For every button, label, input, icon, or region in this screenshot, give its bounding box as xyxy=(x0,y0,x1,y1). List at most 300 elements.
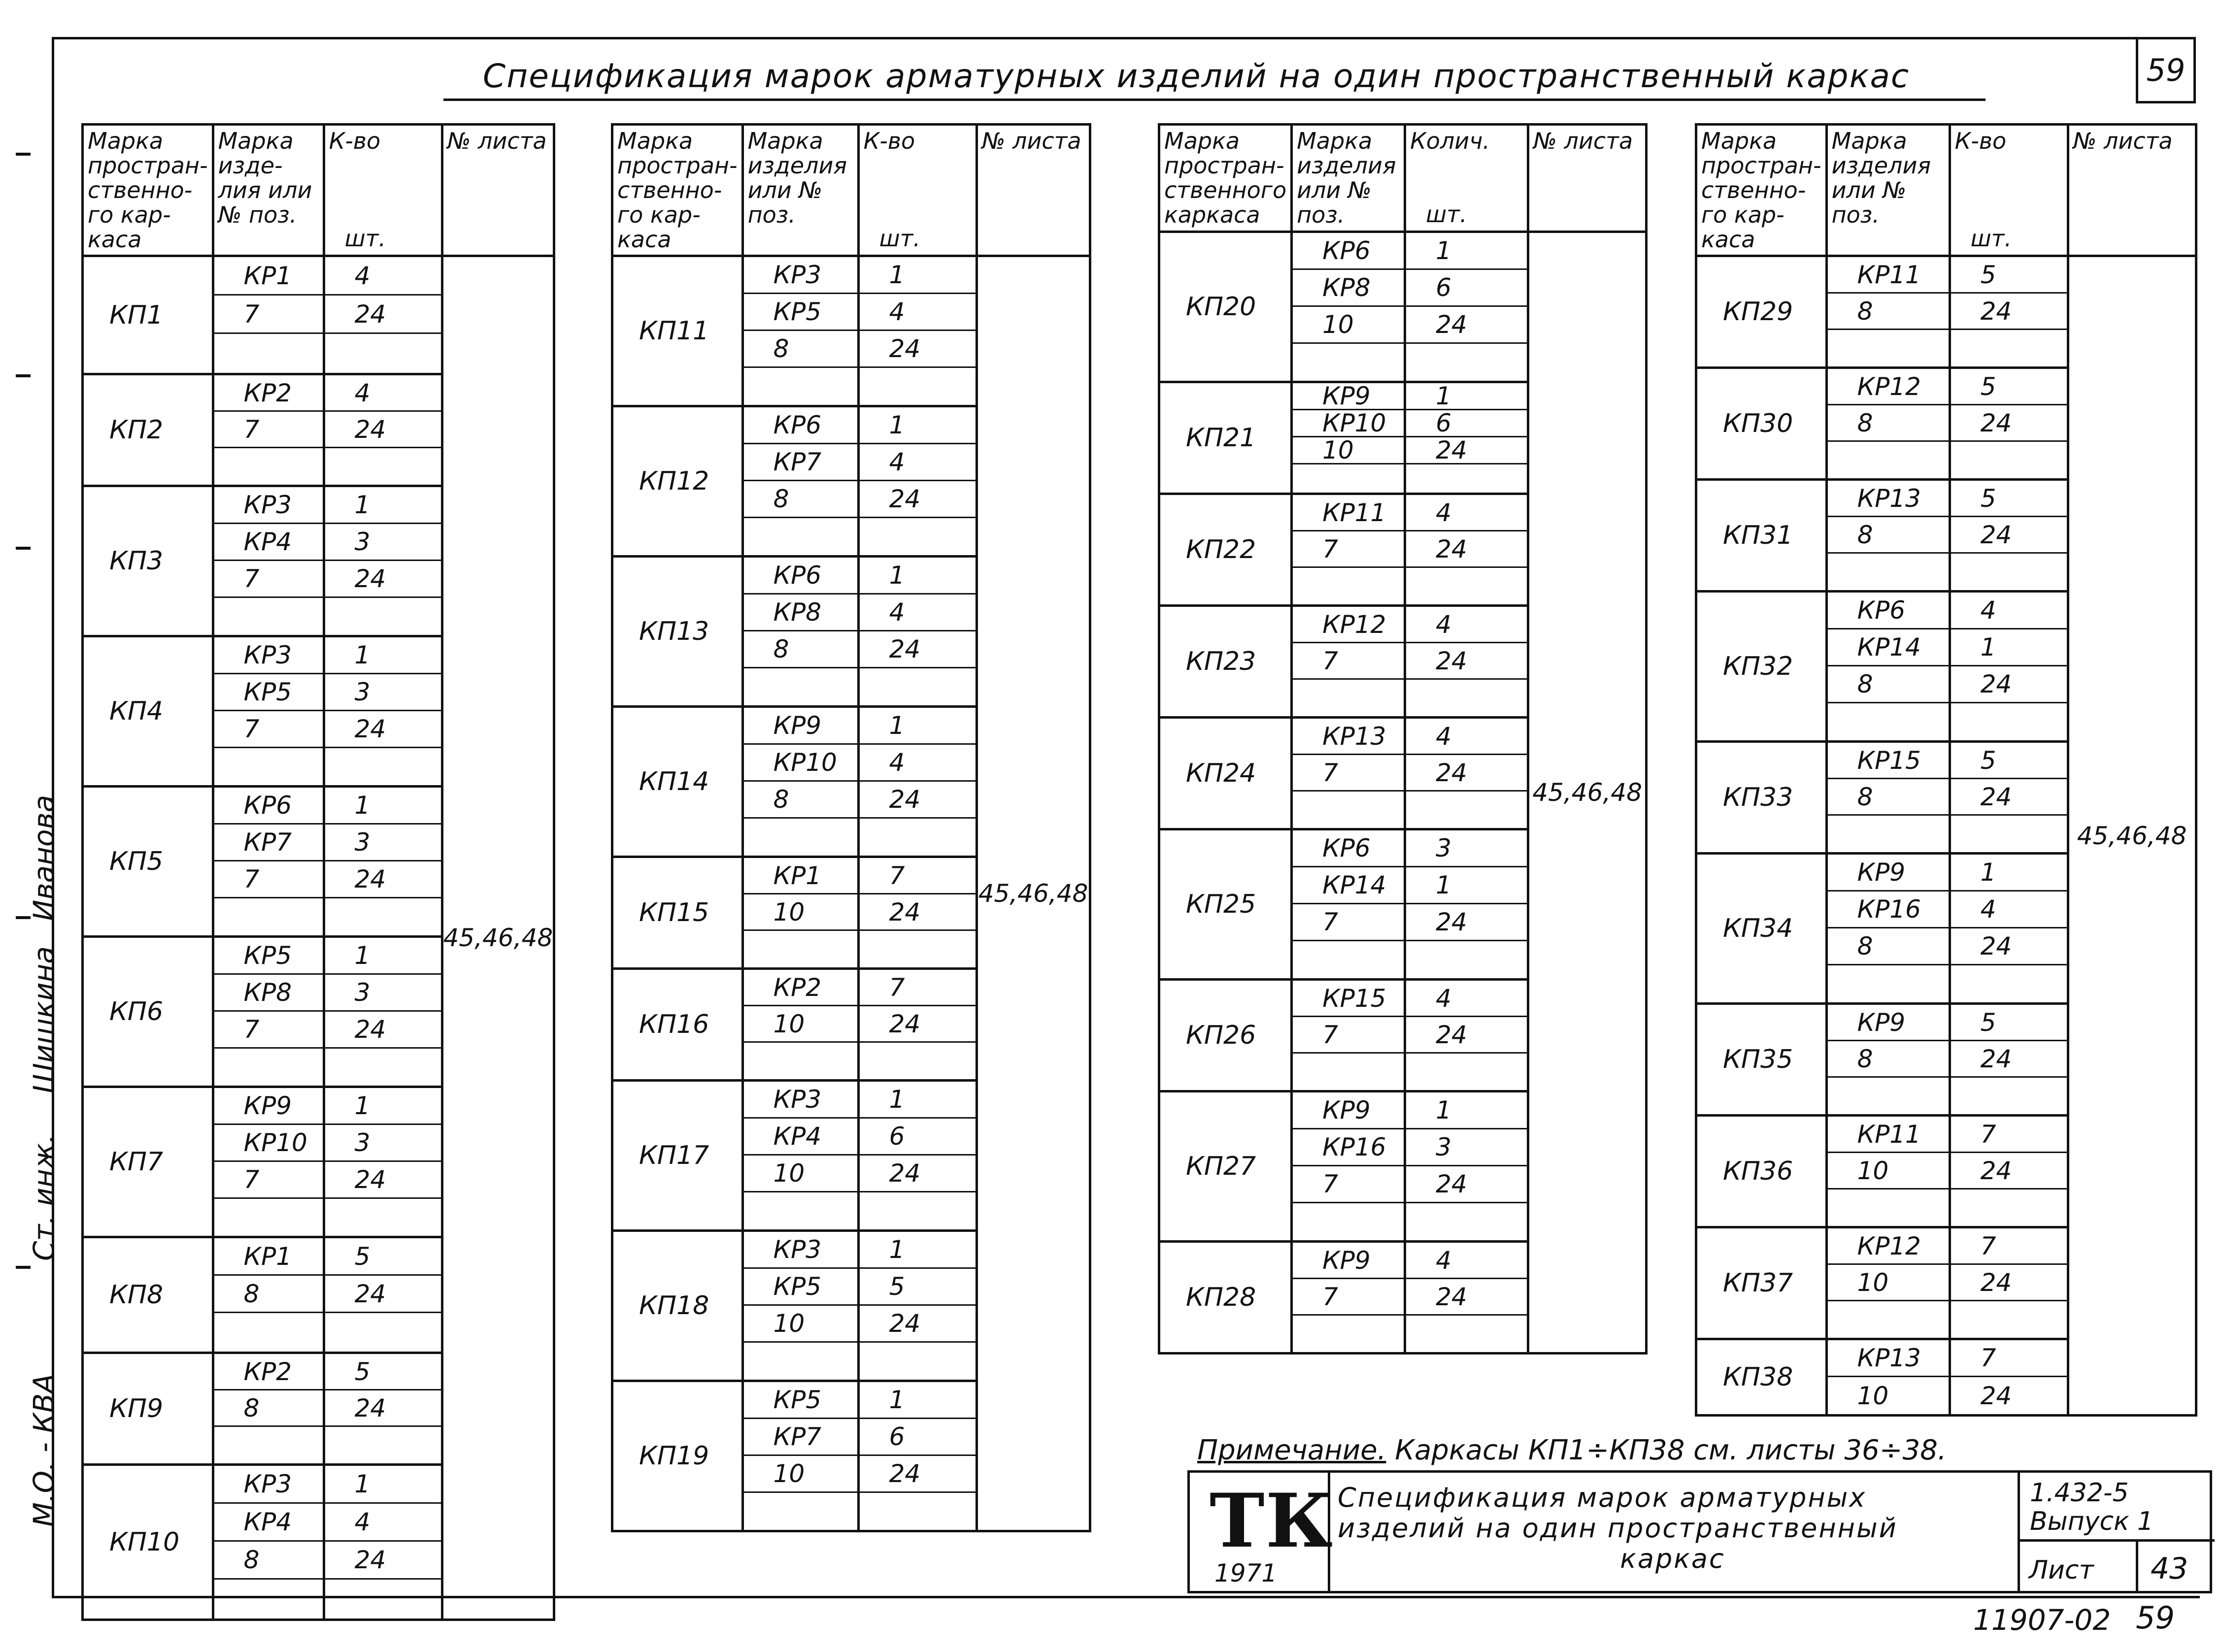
table-row xyxy=(1406,867,1527,904)
table-row xyxy=(744,1493,857,1530)
table-row xyxy=(325,524,441,561)
item-mark: КР8 xyxy=(773,598,822,627)
item-quantity: 24 xyxy=(1980,670,2012,698)
table-row xyxy=(860,1043,976,1079)
table-row xyxy=(214,524,323,561)
item-mark: 8 xyxy=(1857,932,1873,960)
item-quantity: 1 xyxy=(889,561,905,590)
table-row xyxy=(1828,629,1949,666)
frame-mark: КП7 xyxy=(83,1087,213,1237)
column-header xyxy=(1826,125,1950,256)
table-row xyxy=(744,631,857,668)
table-row xyxy=(1951,703,2067,740)
column-header xyxy=(1405,125,1528,232)
table-row xyxy=(1828,294,1949,330)
table-row xyxy=(214,1504,323,1542)
table-row xyxy=(214,1012,323,1049)
table-row xyxy=(744,858,857,894)
table-row xyxy=(325,711,441,748)
table-row xyxy=(1406,1054,1527,1090)
column-header-label: Марка изде-лия или № поз. xyxy=(218,128,312,228)
table-row xyxy=(325,788,441,825)
item-quantity: 7 xyxy=(889,861,905,890)
quantity-cell xyxy=(858,1081,976,1231)
frame-mark: КП32 xyxy=(1696,592,1827,742)
item-mark-cell xyxy=(1826,1004,1950,1116)
table-row xyxy=(1406,941,1527,978)
table-row xyxy=(1293,719,1404,755)
item-mark: 8 xyxy=(1857,670,1873,698)
table-row xyxy=(1828,703,1949,740)
item-quantity: 24 xyxy=(1980,1381,2012,1410)
item-mark: 8 xyxy=(773,635,789,663)
item-mark: 7 xyxy=(1322,908,1338,936)
table-row xyxy=(1293,437,1404,464)
table-row xyxy=(744,894,857,931)
table-row xyxy=(744,1006,857,1043)
table-row xyxy=(744,1119,857,1156)
item-mark-cell xyxy=(213,636,324,787)
table-row xyxy=(1951,779,2067,816)
item-quantity: 4 xyxy=(889,297,905,326)
spec-table xyxy=(1158,123,1648,1355)
item-quantity: 4 xyxy=(1436,722,1451,751)
quantity-cell xyxy=(1950,256,2068,368)
column-header xyxy=(213,125,324,256)
table-row xyxy=(214,1162,323,1199)
item-quantity: 5 xyxy=(1980,372,1996,401)
sheet-refs: 45,46,48 xyxy=(2068,256,2196,1416)
issue-number: Выпуск 1 xyxy=(2030,1507,2154,1536)
table-row xyxy=(214,487,323,524)
item-quantity: 24 xyxy=(1980,297,2012,326)
table-row xyxy=(214,1354,323,1390)
table-row xyxy=(1293,383,1404,410)
frame-mark: КП27 xyxy=(1159,1091,1292,1242)
side-role: Ст. инж. xyxy=(27,1134,61,1261)
table-row xyxy=(1293,495,1404,531)
table-row xyxy=(214,898,323,935)
table-row xyxy=(1293,270,1404,307)
table-row xyxy=(325,1354,441,1390)
item-quantity: 4 xyxy=(354,261,370,290)
item-quantity: 1 xyxy=(354,791,370,820)
frame-mark: КП20 xyxy=(1159,232,1292,382)
table-row xyxy=(214,1390,323,1427)
table-row xyxy=(860,1156,976,1192)
item-mark: КР9 xyxy=(1322,1096,1371,1124)
item-mark: КР5 xyxy=(773,1386,822,1414)
item-quantity: 3 xyxy=(1436,1133,1451,1161)
table-row xyxy=(744,558,857,595)
table-row xyxy=(325,1427,441,1463)
item-mark: КР5 xyxy=(243,678,292,706)
quantity-cell xyxy=(324,486,442,636)
table-row xyxy=(860,294,976,331)
frame-group-row xyxy=(1696,256,2196,368)
table-row xyxy=(744,745,857,782)
table-row xyxy=(325,674,441,711)
item-mark-cell xyxy=(742,969,858,1081)
stamp-year: 1971 xyxy=(1214,1559,1278,1587)
table-row xyxy=(1828,779,1949,816)
item-mark-cell xyxy=(1826,256,1950,368)
quantity-cell xyxy=(1405,718,1528,829)
table-row xyxy=(325,1012,441,1049)
table-row xyxy=(1951,1228,2067,1265)
item-mark: 10 xyxy=(773,1159,805,1188)
frame-mark: КП18 xyxy=(612,1231,743,1381)
item-quantity: 3 xyxy=(354,528,370,556)
item-quantity: 24 xyxy=(889,334,921,363)
table-row xyxy=(1951,1265,2067,1301)
table-row xyxy=(214,825,323,861)
item-mark: 8 xyxy=(243,1546,260,1574)
table-row xyxy=(214,674,323,711)
table-row xyxy=(860,558,976,595)
item-mark: КР14 xyxy=(1322,871,1386,899)
item-mark: КР6 xyxy=(1322,834,1371,862)
item-mark-cell xyxy=(1826,742,1950,854)
table-row xyxy=(325,1504,441,1542)
item-quantity: 24 xyxy=(1980,408,2012,437)
table-row xyxy=(1293,755,1404,792)
table-row xyxy=(325,1162,441,1199)
item-quantity: 24 xyxy=(1436,908,1467,936)
item-mark-cell xyxy=(213,937,324,1087)
item-mark: КР2 xyxy=(243,1357,292,1386)
item-quantity: 7 xyxy=(1980,1120,1996,1149)
table-row xyxy=(325,825,441,861)
stamp-series xyxy=(2020,1473,2215,1542)
quantity-cell xyxy=(324,1237,442,1353)
footer-code: 11907-02 xyxy=(1973,1603,2111,1637)
table-row xyxy=(325,1466,441,1504)
table-row xyxy=(325,1199,441,1236)
quantity-cell xyxy=(858,1381,976,1531)
quantity-cell xyxy=(324,1465,442,1620)
item-mark: КР9 xyxy=(1857,1008,1906,1037)
item-mark: 7 xyxy=(1322,1170,1338,1198)
item-quantity: 24 xyxy=(1436,436,1467,464)
item-mark-cell xyxy=(1826,854,1950,1004)
table-row xyxy=(1293,1316,1404,1352)
table-row xyxy=(1828,743,1949,779)
table-row xyxy=(1293,1092,1404,1129)
item-mark-cell xyxy=(742,557,858,707)
item-mark: КР12 xyxy=(1857,1231,1921,1260)
item-mark: 8 xyxy=(1857,520,1873,549)
column-header-label: Колич. xyxy=(1410,128,1490,154)
item-quantity: 6 xyxy=(889,1422,905,1451)
item-quantity: 24 xyxy=(1436,1170,1467,1198)
table-row xyxy=(325,375,441,412)
table-row xyxy=(1828,1228,1949,1265)
table-row xyxy=(1951,892,2067,928)
item-mark: КР3 xyxy=(773,1085,822,1114)
quantity-cell xyxy=(1950,480,2068,592)
table-row xyxy=(1406,307,1527,344)
item-mark: 7 xyxy=(1322,646,1338,675)
unit-label: шт. xyxy=(1970,225,2012,252)
table-row xyxy=(1828,442,1949,478)
table-row xyxy=(1293,981,1404,1017)
item-mark: 7 xyxy=(243,299,260,329)
table-row xyxy=(214,1049,323,1086)
table-row xyxy=(1293,233,1404,270)
unit-label: шт. xyxy=(879,225,921,252)
frame-mark: КП38 xyxy=(1696,1339,1827,1416)
column-header-label: К-во xyxy=(863,128,915,154)
table-row xyxy=(744,1082,857,1119)
table-row xyxy=(744,1156,857,1192)
column-header xyxy=(976,125,1090,256)
item-quantity: 24 xyxy=(889,1309,921,1338)
table-row xyxy=(325,1125,441,1162)
table-row xyxy=(1828,855,1949,892)
table-row xyxy=(860,858,976,894)
table-row xyxy=(1406,904,1527,941)
table-row xyxy=(1406,568,1527,604)
item-mark: КР10 xyxy=(1322,409,1386,437)
frame-mark: КП4 xyxy=(83,636,213,787)
item-quantity: 24 xyxy=(1980,782,2012,811)
table-row xyxy=(214,861,323,898)
item-quantity: 4 xyxy=(889,448,905,476)
table-row xyxy=(214,711,323,748)
unit-label: шт. xyxy=(1426,201,1467,228)
table-row xyxy=(1951,257,2067,294)
item-mark: КР6 xyxy=(773,411,822,439)
table-row xyxy=(1406,1017,1527,1054)
quantity-cell xyxy=(1405,1091,1528,1242)
table-row xyxy=(1406,270,1527,307)
table-row xyxy=(1406,1243,1527,1279)
table-row xyxy=(860,745,976,782)
table-row xyxy=(214,1199,323,1236)
item-quantity: 3 xyxy=(354,828,370,857)
table-row xyxy=(744,518,857,555)
margin-tick xyxy=(16,153,31,156)
item-mark: КР2 xyxy=(243,378,292,407)
quantity-cell xyxy=(324,1353,442,1465)
table-row xyxy=(744,1456,857,1493)
table-row xyxy=(860,1232,976,1269)
item-quantity: 4 xyxy=(889,748,905,777)
table-row xyxy=(860,708,976,745)
item-mark: КР15 xyxy=(1857,746,1921,775)
item-quantity: 1 xyxy=(1436,871,1451,899)
table-row xyxy=(1951,330,2067,366)
quantity-cell xyxy=(324,787,442,937)
quantity-cell xyxy=(1950,1116,2068,1227)
table-row xyxy=(1828,928,1949,965)
item-mark: КР9 xyxy=(1857,858,1906,887)
frame-mark: КП9 xyxy=(83,1353,213,1465)
table-row xyxy=(1293,1129,1404,1166)
table-row xyxy=(214,637,323,674)
quantity-cell xyxy=(1405,980,1528,1091)
table-row xyxy=(1293,607,1404,643)
table-row xyxy=(1828,1078,1949,1114)
table-row xyxy=(325,257,441,296)
table-row xyxy=(1828,593,1949,629)
table-row xyxy=(1406,531,1527,568)
table-row xyxy=(214,1427,323,1463)
stamp-desc-line: Спецификация марок арматурных xyxy=(1338,1482,1867,1513)
quantity-cell xyxy=(858,406,976,557)
item-quantity: 4 xyxy=(354,1508,370,1536)
item-mark: 8 xyxy=(1857,1044,1873,1073)
table-row xyxy=(1293,464,1404,492)
item-quantity: 4 xyxy=(1436,1246,1451,1275)
item-mark: КР6 xyxy=(1322,236,1371,265)
item-mark: КР3 xyxy=(243,641,292,669)
item-quantity: 24 xyxy=(354,564,386,593)
item-mark-cell xyxy=(213,1087,324,1237)
table-row xyxy=(744,368,857,405)
sheet-value: 43 xyxy=(2151,1552,2188,1586)
item-mark: КР9 xyxy=(243,1091,292,1120)
quantity-cell xyxy=(1405,494,1528,606)
margin-tick xyxy=(16,547,31,550)
table-row xyxy=(860,631,976,668)
quantity-cell xyxy=(858,1231,976,1381)
item-quantity: 1 xyxy=(354,1470,370,1498)
item-quantity: 1 xyxy=(354,641,370,669)
item-mark-cell xyxy=(742,1081,858,1231)
margin-tick xyxy=(16,1266,31,1269)
table-row xyxy=(1951,629,2067,666)
stamp-sheet xyxy=(2020,1542,2215,1593)
item-mark: 10 xyxy=(1322,310,1354,339)
table-row xyxy=(1951,442,2067,478)
column-header-label: Марка простран-ственного каркаса xyxy=(1164,128,1287,228)
item-mark: 10 xyxy=(773,1309,805,1338)
item-mark: КР4 xyxy=(243,528,292,556)
item-mark: 8 xyxy=(1857,408,1873,437)
item-quantity: 24 xyxy=(354,1279,386,1308)
item-mark-cell xyxy=(1826,368,1950,480)
item-mark-cell xyxy=(213,256,324,374)
item-mark: КР4 xyxy=(243,1508,292,1536)
table-row xyxy=(860,894,976,931)
table-row xyxy=(860,1269,976,1306)
item-quantity: 24 xyxy=(354,1546,386,1574)
item-mark: КР11 xyxy=(1857,260,1921,289)
table-row xyxy=(1951,554,2067,590)
item-quantity: 1 xyxy=(1436,236,1451,265)
column-header xyxy=(1528,125,1647,232)
item-mark: КР4 xyxy=(773,1122,822,1151)
stamp-code-cell xyxy=(2018,1473,2215,1593)
item-mark-cell xyxy=(742,707,858,857)
item-mark: КР9 xyxy=(1322,1246,1371,1275)
table-row xyxy=(1406,410,1527,437)
table-row xyxy=(860,407,976,444)
table-row xyxy=(1293,867,1404,904)
column-header-label: К-во xyxy=(329,128,381,154)
column-header-label: Марка изделия или № поз. xyxy=(747,128,847,228)
quantity-cell xyxy=(858,256,976,406)
item-quantity: 5 xyxy=(354,1357,370,1386)
item-quantity: 24 xyxy=(354,1393,386,1422)
item-mark-cell xyxy=(1292,382,1405,494)
column-header-label: Марка простран-ственно-го кар-каса xyxy=(88,128,208,253)
title-underline xyxy=(443,99,1986,101)
column-header xyxy=(858,125,976,256)
item-mark: 7 xyxy=(1322,534,1338,563)
column-header xyxy=(1696,125,1827,256)
column-header-label: № листа xyxy=(2073,128,2173,154)
column-header xyxy=(612,125,743,256)
table-row xyxy=(1828,1005,1949,1041)
item-quantity: 24 xyxy=(354,1165,386,1194)
item-mark: 10 xyxy=(1857,1268,1889,1297)
item-quantity: 3 xyxy=(1436,834,1451,862)
quantity-cell xyxy=(858,557,976,707)
item-mark: 8 xyxy=(243,1393,260,1422)
item-quantity: 1 xyxy=(889,411,905,439)
quantity-cell xyxy=(1950,742,2068,854)
item-quantity: 4 xyxy=(1436,498,1451,527)
item-mark: 7 xyxy=(243,1015,260,1044)
quantity-cell xyxy=(1405,829,1528,980)
item-quantity: 24 xyxy=(889,1459,921,1488)
sheet-refs: 45,46,48 xyxy=(976,256,1090,1531)
table-row xyxy=(1951,1377,2067,1414)
table-row xyxy=(325,1580,441,1618)
quantity-cell xyxy=(858,969,976,1081)
frame-mark: КП3 xyxy=(83,486,213,636)
item-quantity: 4 xyxy=(354,378,370,407)
item-mark: 10 xyxy=(1857,1381,1889,1410)
item-quantity: 4 xyxy=(1980,895,1996,924)
table-row xyxy=(1293,643,1404,680)
column-header-label: № листа xyxy=(1533,128,1633,154)
table-row xyxy=(1406,830,1527,867)
table-row xyxy=(744,970,857,1006)
item-mark: 7 xyxy=(1322,1020,1338,1049)
item-mark-cell xyxy=(742,256,858,406)
item-mark: КР11 xyxy=(1857,1120,1921,1149)
quantity-cell xyxy=(1950,1004,2068,1116)
table-row xyxy=(214,598,323,635)
item-mark: КР8 xyxy=(1322,273,1371,302)
table-row xyxy=(860,1006,976,1043)
item-mark-cell xyxy=(213,374,324,486)
table-row xyxy=(860,782,976,819)
item-mark-cell xyxy=(1292,494,1405,606)
table-row xyxy=(1828,666,1949,703)
column-header xyxy=(2068,125,2196,256)
table-row xyxy=(325,561,441,598)
table-row xyxy=(1406,1129,1527,1166)
table-row xyxy=(1406,233,1527,270)
frame-mark: КП12 xyxy=(612,406,743,557)
table-row xyxy=(1406,719,1527,755)
margin-tick xyxy=(16,374,31,377)
table-row xyxy=(1828,1189,1949,1226)
item-quantity: 1 xyxy=(1980,858,1996,887)
frame-mark: КП24 xyxy=(1159,718,1292,829)
table-row xyxy=(1293,830,1404,867)
item-mark-cell xyxy=(1292,232,1405,382)
item-mark-cell xyxy=(742,1231,858,1381)
item-mark: КР7 xyxy=(243,828,292,857)
table-row xyxy=(744,1232,857,1269)
table-row xyxy=(1406,1203,1527,1240)
